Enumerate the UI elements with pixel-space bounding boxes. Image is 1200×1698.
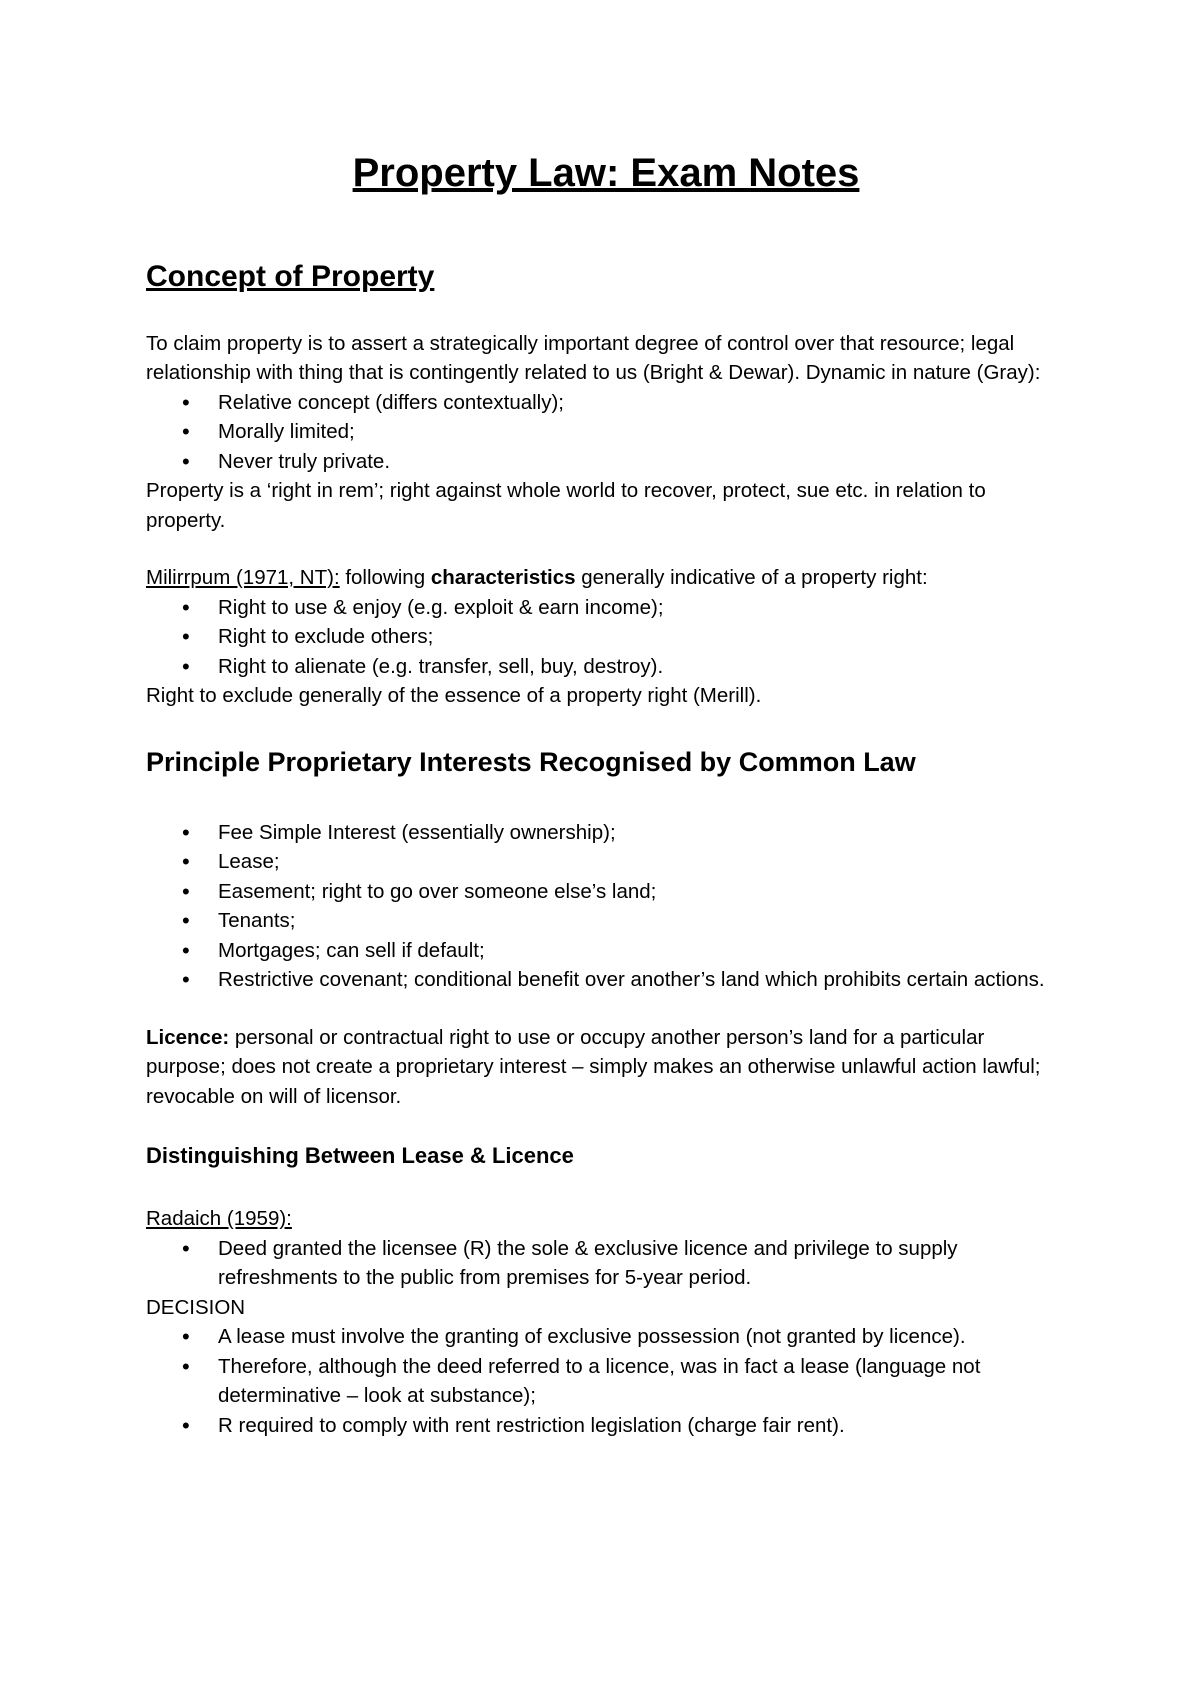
interests-bullet-list xyxy=(146,818,1066,995)
list-item: • Morally limited; xyxy=(218,417,1066,447)
list-item: • Easement; right to go over someone else’s land; xyxy=(218,877,1066,907)
milirrpum-conclusion: Right to exclude generally of the essence of a property right (Merill). xyxy=(146,684,762,707)
case-name-milirrpum: Milirrpum (1971, NT): xyxy=(146,566,340,589)
concept-bullet-list xyxy=(146,388,1066,477)
list-item: • Therefore, although the deed referred to a licence, was in fact a lease (language not determinative – look at substance); xyxy=(218,1352,1066,1411)
concept-intro: To claim property is to assert a strategically important degree of control over that resource; legal relationship with thing that is contingently related to us (Bright & Dewar). Dynamic in nature (Gray): xyxy=(146,331,1041,384)
section-heading-distinguishing: Distinguishing Between Lease & Licence xyxy=(146,1143,574,1169)
list-item: • Never truly private. xyxy=(218,447,1066,477)
list-item: • Deed granted the licensee (R) the sole & exclusive licence and privilege to supply refreshments to the public from premises for 5-year period. xyxy=(218,1234,1066,1293)
licence-text: personal or contractual right to use or occupy another person’s land for a particular purpose; does not create a proprietary interest – simply makes an otherwise unlawful action lawful; revocable on will of licensor. xyxy=(146,1025,1041,1108)
list-item: • Fee Simple Interest (essentially ownership); xyxy=(218,818,1066,848)
milirrpum-bold-term: characteristics xyxy=(430,566,576,589)
list-item: • Lease; xyxy=(218,847,1066,877)
radaich-facts-list xyxy=(146,1234,1066,1293)
case-name-radaich: Radaich (1959): xyxy=(146,1207,292,1231)
decision-label: DECISION xyxy=(146,1295,246,1319)
radaich-case-paragraph xyxy=(146,1204,1066,1234)
list-item: • Tenants; xyxy=(218,906,1066,936)
milirrpum-text-after: generally indicative of a property right: xyxy=(575,566,928,589)
list-item: • Right to exclude others; xyxy=(218,622,1066,652)
list-item: • A lease must involve the granting of exclusive possession (not granted by licence). xyxy=(218,1322,1066,1352)
right-in-rem-paragraph: Property is a ‘right in rem’; right against whole world to recover, protect, sue etc. in relation to property. xyxy=(146,479,986,532)
section-heading-interests: Principle Proprietary Interests Recognised by Common Law xyxy=(146,746,916,777)
list-item: • R required to comply with rent restriction legislation (charge fair rent). xyxy=(218,1411,1066,1441)
list-item: • Relative concept (differs contextually); xyxy=(218,388,1066,418)
list-item: • Restrictive covenant; conditional benefit over another’s land which prohibits certain actions. xyxy=(218,965,1066,995)
milirrpum-paragraph xyxy=(146,563,1066,593)
document-page xyxy=(146,150,1066,1440)
list-item: • Right to use & enjoy (e.g. exploit & earn income); xyxy=(218,593,1066,623)
licence-paragraph xyxy=(146,1023,1066,1112)
decision-bullet-list xyxy=(146,1322,1066,1440)
list-item: • Right to alienate (e.g. transfer, sell, buy, destroy). xyxy=(218,652,1066,682)
milirrpum-text-before: following xyxy=(339,566,431,589)
section-heading-concept: Concept of Property xyxy=(146,260,435,293)
document-title: Property Law: Exam Notes xyxy=(352,151,860,195)
milirrpum-bullet-list xyxy=(146,593,1066,682)
list-item: • Mortgages; can sell if default; xyxy=(218,936,1066,966)
licence-label: Licence: xyxy=(146,1025,230,1049)
